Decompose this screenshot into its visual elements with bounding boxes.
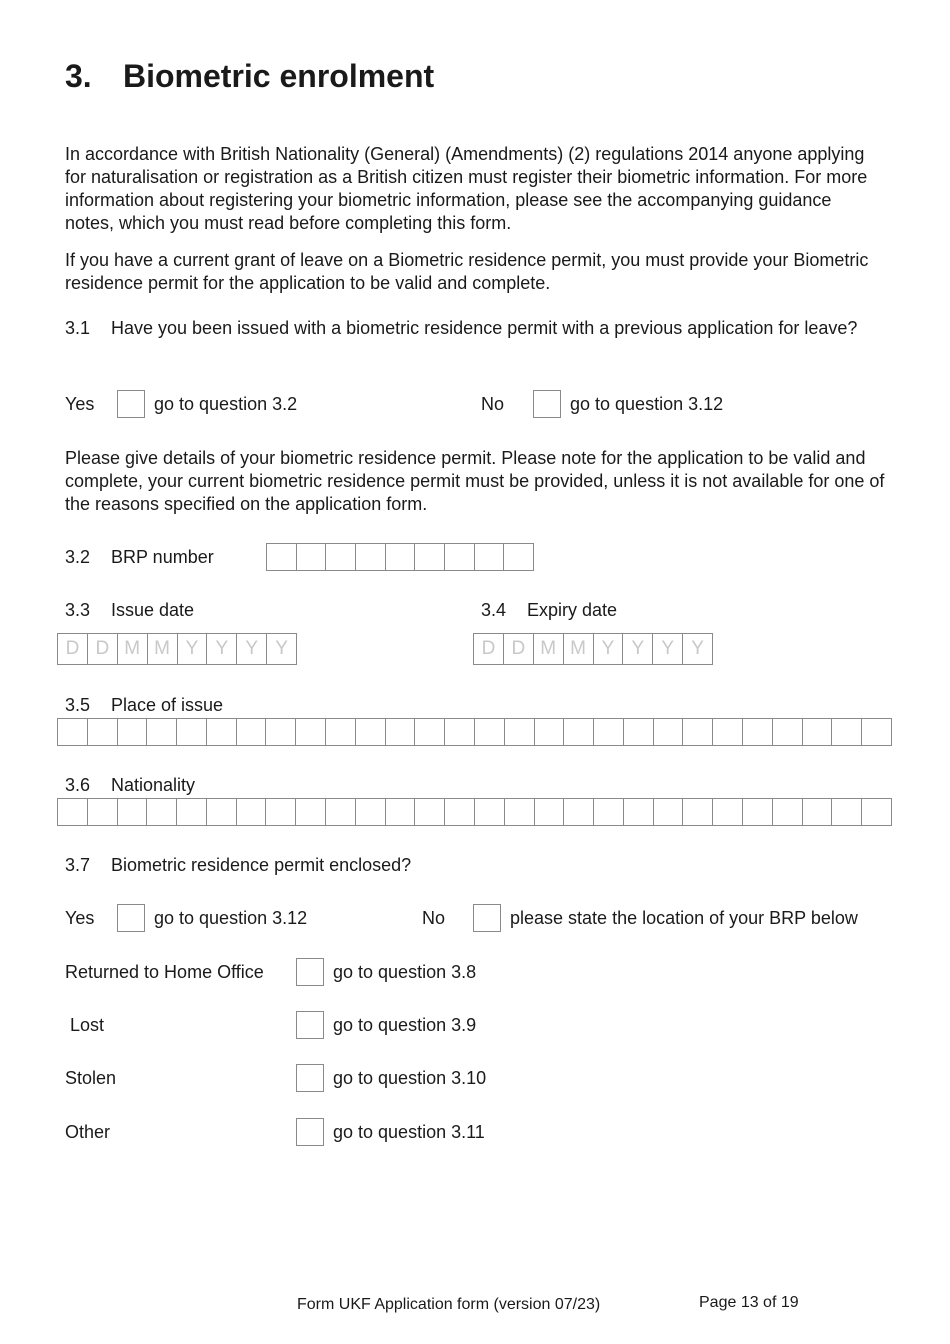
question-3-2-label: BRP number: [111, 547, 214, 567]
brp-number-cell[interactable]: [326, 544, 356, 570]
nationality-cell[interactable]: [505, 799, 535, 825]
question-3-1: [65, 317, 885, 340]
nationality-cell[interactable]: [386, 799, 416, 825]
nationality-cell[interactable]: [326, 799, 356, 825]
expiry-date-cell[interactable]: D: [474, 634, 504, 664]
q3-7-yes-checkbox[interactable]: [117, 904, 145, 932]
brp-number-cell[interactable]: [297, 544, 327, 570]
option-lost-checkbox[interactable]: [296, 1011, 324, 1039]
expiry-date-cell[interactable]: M: [534, 634, 564, 664]
option-other-label: Other: [65, 1122, 111, 1142]
issue-date-cell[interactable]: Y: [275, 638, 288, 659]
place-of-issue-cell[interactable]: [773, 719, 803, 745]
question-3-2: [65, 547, 214, 568]
question-3-1-number: 3.1: [65, 318, 91, 338]
issue-date-cell[interactable]: Y: [207, 634, 237, 664]
footer-page-number: Page 13 of 19: [699, 1294, 799, 1311]
place-of-issue-cell[interactable]: [207, 719, 237, 745]
option-lost-goto: go to question 3.9: [333, 1015, 477, 1035]
question-3-3-number: 3.3: [65, 600, 91, 620]
question-3-6-number: 3.6: [65, 775, 91, 795]
option-stolen-goto: go to question 3.10: [333, 1068, 487, 1088]
place-of-issue-cell[interactable]: [683, 719, 713, 745]
nationality-cell[interactable]: [535, 799, 565, 825]
issue-date-cell[interactable]: D: [58, 634, 88, 664]
place-of-issue-input[interactable]: [57, 718, 892, 746]
place-of-issue-cell[interactable]: [326, 719, 356, 745]
place-of-issue-cell[interactable]: [177, 719, 207, 745]
place-of-issue-cell[interactable]: [415, 719, 445, 745]
nationality-cell[interactable]: [237, 799, 267, 825]
nationality-cell[interactable]: [266, 799, 296, 825]
place-of-issue-cell[interactable]: [535, 719, 565, 745]
intro-paragraph-1: In accordance with British Nationality (General) (Amendments) (2) regulations 2014 anyone applying for naturalisation or registration as a British citizen must register their biometric information. For more information about registering your biometric information, please see the accompanying guidance notes, which you must read before completing this form.: [65, 144, 868, 233]
nationality-cell[interactable]: [832, 799, 862, 825]
question-3-5: [65, 695, 223, 716]
question-3-6-label: Nationality: [111, 775, 196, 795]
q3-7-yes-goto: go to question 3.12: [154, 908, 308, 928]
section-title-text: Biometric enrolment: [123, 58, 435, 94]
q3-7-no-label: No: [422, 908, 446, 928]
option-other-checkbox[interactable]: [296, 1118, 324, 1146]
nationality-cell[interactable]: [683, 799, 713, 825]
nationality-cell[interactable]: [177, 799, 207, 825]
issue-date-cell[interactable]: D: [88, 634, 118, 664]
question-3-3: [65, 600, 194, 621]
nationality-cell[interactable]: [564, 799, 594, 825]
place-of-issue-cell[interactable]: [624, 719, 654, 745]
intro-paragraph-2: If you have a current grant of leave on a Biometric residence permit, you must provide your Biometric residence permit for the application to be valid and complete.: [65, 250, 869, 293]
question-3-7-number: 3.7: [65, 855, 91, 875]
nationality-cell[interactable]: [118, 799, 148, 825]
issue-date-cell[interactable]: M: [148, 634, 178, 664]
expiry-date-cell[interactable]: D: [504, 634, 534, 664]
place-of-issue-cell[interactable]: [296, 719, 326, 745]
q3-7-no-checkbox[interactable]: [473, 904, 501, 932]
place-of-issue-cell[interactable]: [58, 719, 88, 745]
nationality-cell[interactable]: [475, 799, 505, 825]
question-3-4-label: Expiry date: [527, 600, 618, 620]
place-of-issue-cell[interactable]: [356, 719, 386, 745]
footer-form-name: Form UKF Application form (version 07/23): [297, 1296, 601, 1313]
q3-1-yes-goto: go to question 3.2: [154, 394, 298, 414]
place-of-issue-cell[interactable]: [475, 719, 505, 745]
nationality-cell[interactable]: [624, 799, 654, 825]
place-of-issue-cell[interactable]: [713, 719, 743, 745]
nationality-cell[interactable]: [713, 799, 743, 825]
issue-date-cell[interactable]: Y: [237, 634, 267, 664]
expiry-date-cell[interactable]: Y: [623, 634, 653, 664]
nationality-cell[interactable]: [654, 799, 684, 825]
expiry-date-cell[interactable]: M: [564, 634, 594, 664]
q3-1-no-goto: go to question 3.12: [570, 394, 724, 414]
expiry-date-input[interactable]: [473, 633, 713, 665]
place-of-issue-cell[interactable]: [803, 719, 833, 745]
expiry-date-cell[interactable]: Y: [691, 638, 704, 659]
q3-7-no-goto: please state the location of your BRP below: [510, 908, 858, 928]
place-of-issue-cell[interactable]: [237, 719, 267, 745]
place-of-issue-cell[interactable]: [862, 719, 891, 745]
option-other-goto: go to question 3.11: [333, 1122, 485, 1142]
brp-number-cell[interactable]: [415, 544, 445, 570]
place-of-issue-cell[interactable]: [266, 719, 296, 745]
brp-number-cell[interactable]: [445, 544, 475, 570]
question-3-5-number: 3.5: [65, 695, 91, 715]
brp-number-cell[interactable]: [504, 544, 533, 570]
issue-date-cell[interactable]: M: [118, 634, 148, 664]
issue-date-cell[interactable]: Y: [178, 634, 208, 664]
option-stolen-label: Stolen: [65, 1068, 117, 1088]
nationality-cell[interactable]: [147, 799, 177, 825]
nationality-cell[interactable]: [862, 799, 891, 825]
question-3-6: [65, 775, 195, 796]
nationality-cell[interactable]: [356, 799, 386, 825]
question-3-3-label: Issue date: [111, 600, 195, 620]
brp-number-input[interactable]: [266, 543, 534, 571]
option-returned-checkbox[interactable]: [296, 958, 324, 986]
place-of-issue-cell[interactable]: [505, 719, 535, 745]
question-3-1-text: Have you been issued with a biometric residence permit with a previous application for leave?: [111, 318, 858, 338]
option-returned-label: Returned to Home Office: [65, 962, 264, 982]
q3-1-yes-checkbox[interactable]: [117, 390, 145, 418]
q3-1-no-checkbox[interactable]: [533, 390, 561, 418]
nationality-input[interactable]: [57, 798, 892, 826]
q3-1-yes-label: Yes: [65, 394, 95, 414]
section-number: 3.: [65, 58, 92, 94]
q3-7-yes-label: Yes: [65, 908, 95, 928]
nationality-cell[interactable]: [58, 799, 88, 825]
nationality-cell[interactable]: [743, 799, 773, 825]
q3-1-no-label: No: [481, 394, 505, 414]
nationality-cell[interactable]: [296, 799, 326, 825]
option-returned-goto: go to question 3.8: [333, 962, 477, 982]
nationality-cell[interactable]: [415, 799, 445, 825]
place-of-issue-cell[interactable]: [743, 719, 773, 745]
expiry-date-cell[interactable]: Y: [594, 634, 624, 664]
place-of-issue-cell[interactable]: [386, 719, 416, 745]
place-of-issue-cell[interactable]: [564, 719, 594, 745]
nationality-cell[interactable]: [445, 799, 475, 825]
option-stolen-checkbox[interactable]: [296, 1064, 324, 1092]
details-note: Please give details of your biometric residence permit. Please note for the application to be valid and complete, your current biometric residence permit must be provided, unless it is not available for one of the reasons specified on the application form.: [65, 448, 885, 514]
question-3-7: [65, 855, 411, 876]
brp-number-cell[interactable]: [267, 544, 297, 570]
nationality-cell[interactable]: [773, 799, 803, 825]
brp-number-cell[interactable]: [475, 544, 505, 570]
question-3-4: [481, 600, 617, 621]
question-3-5-label: Place of issue: [111, 695, 224, 715]
option-lost-label: Lost: [70, 1015, 105, 1035]
nationality-cell[interactable]: [207, 799, 237, 825]
brp-number-cell[interactable]: [356, 544, 386, 570]
question-3-7-text: Biometric residence permit enclosed?: [111, 855, 412, 875]
brp-number-cell[interactable]: [386, 544, 416, 570]
nationality-cell[interactable]: [803, 799, 833, 825]
issue-date-input[interactable]: [57, 633, 297, 665]
section-title: [65, 58, 434, 95]
place-of-issue-cell[interactable]: [147, 719, 177, 745]
place-of-issue-cell[interactable]: [832, 719, 862, 745]
place-of-issue-cell[interactable]: [118, 719, 148, 745]
nationality-cell[interactable]: [594, 799, 624, 825]
question-3-4-number: 3.4: [481, 600, 507, 620]
place-of-issue-cell[interactable]: [445, 719, 475, 745]
nationality-cell[interactable]: [88, 799, 118, 825]
expiry-date-cell[interactable]: Y: [653, 634, 683, 664]
place-of-issue-cell[interactable]: [88, 719, 118, 745]
question-3-2-number: 3.2: [65, 547, 91, 567]
place-of-issue-cell[interactable]: [594, 719, 624, 745]
place-of-issue-cell[interactable]: [654, 719, 684, 745]
